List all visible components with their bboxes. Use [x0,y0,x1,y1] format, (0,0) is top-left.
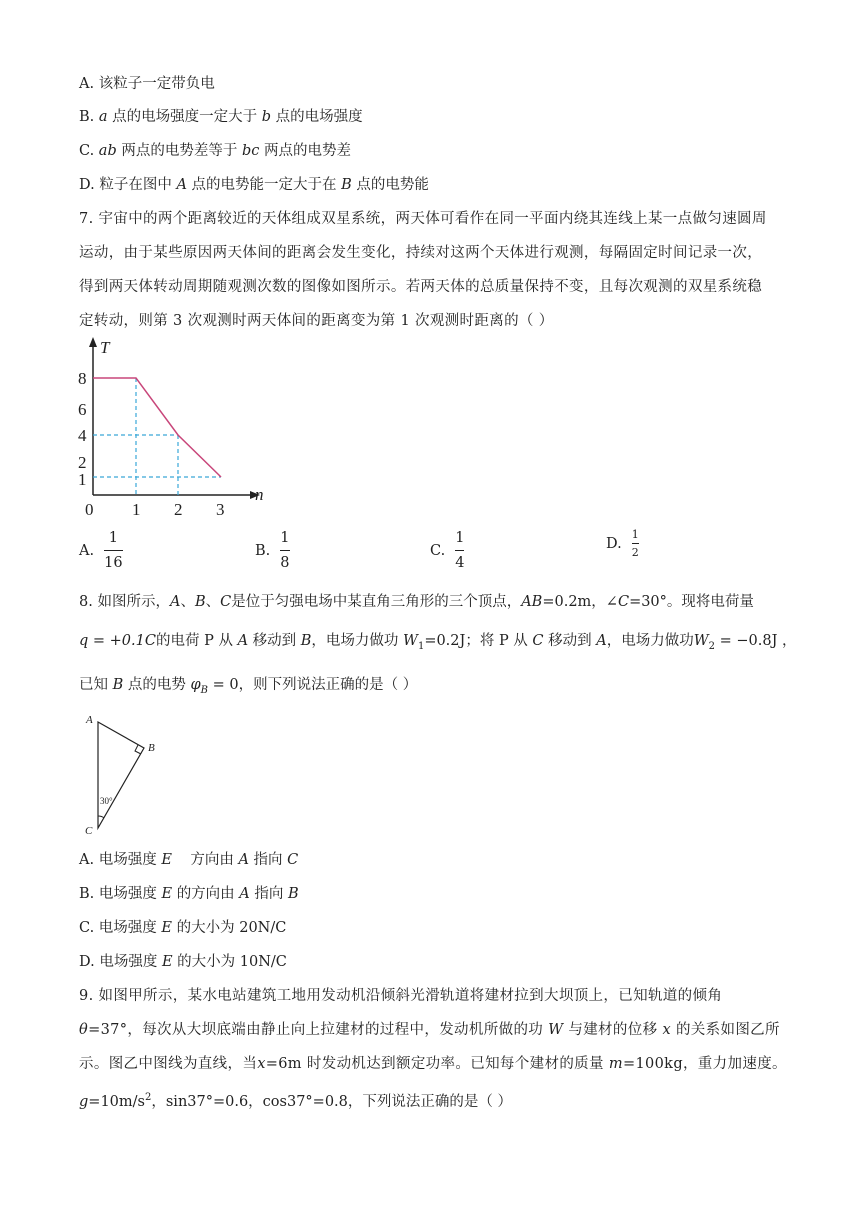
q8-option-c: C. 电场强度 E 的大小为 20N/C [79,920,287,936]
y-axis-label: T [100,338,110,357]
y-tick-label: 4 [78,426,87,445]
right-triangle-figure [80,708,170,838]
x-tick-label: 1 [132,500,141,519]
y-tick-label: 1 [78,470,87,489]
q8-stem-line: 8. 如图所示，A、B、C是位于匀强电场中某直角三角形的三个顶点，AB=0.2m，∠C=30°。现将电荷量 [79,594,754,610]
q7-option-d: D. $\frac{1}{2}$ [606,528,639,559]
q7-option-c: C. $\frac{1}{4}$ [430,530,465,571]
period-vs-observation-chart [70,333,290,523]
y-axis-arrow [89,337,97,347]
y-tick-label: 8 [78,369,87,388]
x-tick-label: 0 [85,500,94,519]
q7-stem-line: 运动，由于某些原因两天体间的距离会发生变化，持续对这两个天体进行观测，每隔固定时间记录一次， [79,245,763,261]
vertex-label-a: A [86,714,93,726]
q7-option-a: A. $\frac{1}{16}$ [79,530,123,571]
q6-option-a: A. 该粒子一定带负电 [79,76,215,92]
q8-option-b: B. 电场强度 E 的方向由 A 指向 B [79,886,299,902]
y-tick-label: 2 [78,453,87,472]
q7-stem-line: 7. 宇宙中的两个距离较近的天体组成双星系统，两天体可看作在同一平面内绕其连线上某一点做匀速圆周 [79,211,767,227]
x-tick-label: 3 [216,500,225,519]
q8-stem-line: q = +0.1C的电荷 P 从 A 移动到 B，电场力做功 $W_1=0.2J$；将 P 从 C 移动到 A，电场力做功$W_2 = -0.8J$ ， [79,633,797,652]
q9-stem-line: $g=10m/s^2$，sin37°=0.6，cos37°=0.8，下列说法正确的是（ ） [79,1092,512,1110]
period-curve [93,378,221,477]
q9-stem-line: θ=37°，每次从大坝底端由静止向上拉建材的过程中，发动机所做的功 W 与建材的位移 x 的关系如图乙所 [79,1022,780,1038]
x-tick-label: 2 [174,500,183,519]
vertex-label-b: B [148,742,155,754]
y-tick-label: 6 [78,400,87,419]
q9-stem-line: 示。图乙中图线为直线，当x=6m 时发动机达到额定功率。已知每个建材的质量 m=100kg，重力加速度。 [79,1056,787,1072]
q6-option-c: C. ab 两点的电势差等于 bc 两点的电势差 [79,143,351,159]
vertex-label-c: C [85,825,93,837]
q8-option-a: A. 电场强度 E 方向由 A 指向 C [79,852,299,868]
x-axis-label: n [255,485,264,504]
q6-option-d: D. 粒子在图中 A 点的电势能一定大于在 B 点的电势能 [79,177,429,193]
q8-option-d: D. 电场强度 E 的大小为 10N/C [79,954,287,970]
angle-arc [98,816,104,818]
q9-stem-line: 9. 如图甲所示，某水电站建筑工地用发动机沿倾斜光滑轨道将建材拉到大坝顶上，已知轨道的倾角 [79,988,723,1004]
q7-stem-line: 定转动，则第 3 次观测时两天体间的距离变为第 1 次观测时距离的（ ） [79,313,554,329]
q8-stem-line: 已知 B 点的电势 $\varphi_B = 0$，则下列说法正确的是（ ） [79,677,418,696]
q6-option-b: B. a 点的电场强度一定大于 b 点的电场强度 [79,109,363,125]
q7-stem-line: 得到两天体转动周期随观测次数的图像如图所示。若两天体的总质量保持不变，且每次观测的双星系统稳 [79,279,763,295]
triangle-abc [98,722,144,828]
q7-option-b: B. $\frac{1}{8}$ [255,530,290,571]
angle-label: 30° [100,796,113,806]
